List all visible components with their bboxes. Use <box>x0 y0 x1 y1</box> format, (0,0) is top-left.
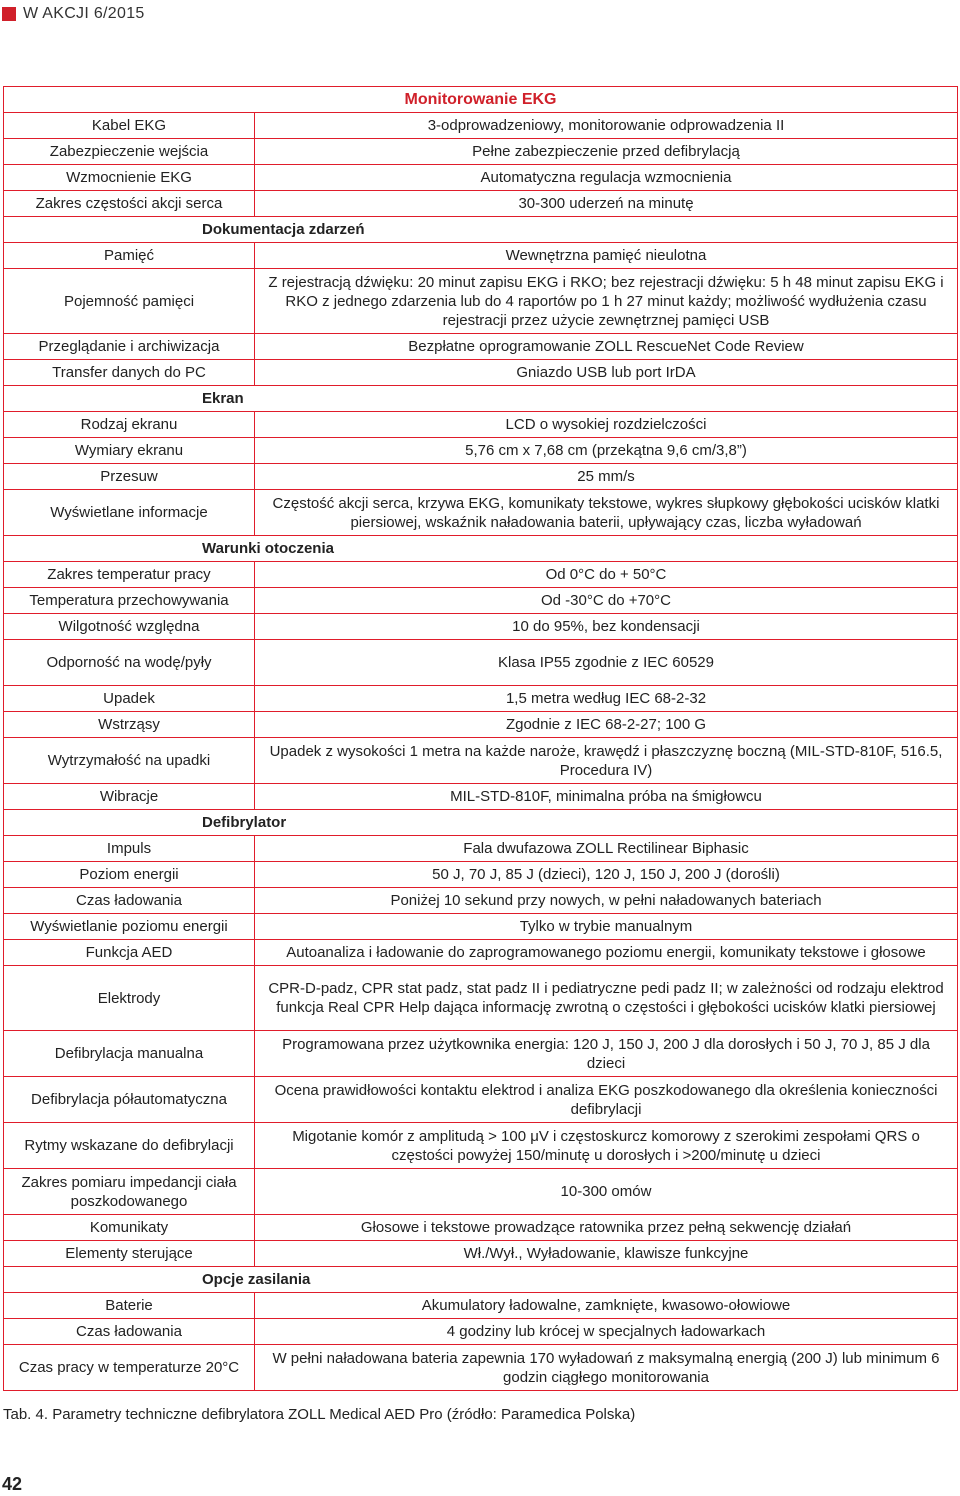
section-header-row <box>4 810 958 836</box>
parameter-name: Wibracje <box>4 784 255 810</box>
parameter-value: W pełni naładowana bateria zapewnia 170 wyładowań z maksymalną energią (200 J) lub minimum 6 godzin ciągłego monitorowania <box>255 1345 958 1391</box>
table-row <box>4 562 958 588</box>
parameter-value: Zgodnie z IEC 68-2-27; 100 G <box>255 712 958 738</box>
table-row <box>4 1241 958 1267</box>
parameter-name: Wyświetlanie poziomu energii <box>4 914 255 940</box>
parameter-name: Zakres częstości akcji serca <box>4 191 255 217</box>
table-row <box>4 438 958 464</box>
table-row <box>4 113 958 139</box>
section-title: Defibrylator <box>4 810 958 836</box>
section-title: Warunki otoczenia <box>4 536 958 562</box>
table-row <box>4 334 958 360</box>
parameter-value: Od -30°C do +70°C <box>255 588 958 614</box>
parameter-name: Elementy sterujące <box>4 1241 255 1267</box>
table-row <box>4 1031 958 1077</box>
parameter-name: Elektrody <box>4 966 255 1031</box>
parameter-value: Wewnętrzna pamięć nieulotna <box>255 243 958 269</box>
parameter-value: Autoanaliza i ładowanie do zaprogramowanego poziomu energii, komunikaty tekstowe i głosowe <box>255 940 958 966</box>
parameter-value: 50 J, 70 J, 85 J (dzieci), 120 J, 150 J, 200 J (dorośli) <box>255 862 958 888</box>
parameter-name: Rytmy wskazane do defibrylacji <box>4 1123 255 1169</box>
table-row <box>4 191 958 217</box>
parameter-value: 3-odprowadzeniowy, monitorowanie odprowadzenia II <box>255 113 958 139</box>
table-row <box>4 464 958 490</box>
parameter-value: Programowana przez użytkownika energia: 120 J, 150 J, 200 J dla dorosłych i 50 J, 70 J, 85 J dla dzieci <box>255 1031 958 1077</box>
parameter-value: Fala dwufazowa ZOLL Rectilinear Biphasic <box>255 836 958 862</box>
parameter-value: Ocena prawidłowości kontaktu elektrod i analiza EKG poszkodowanego dla określenia konieczności defibrylacji <box>255 1077 958 1123</box>
parameter-value: LCD o wysokiej rozdzielczości <box>255 412 958 438</box>
table-row <box>4 243 958 269</box>
parameter-value: 30-300 uderzeń na minutę <box>255 191 958 217</box>
table-row <box>4 269 958 334</box>
parameter-value: Klasa IP55 zgodnie z IEC 60529 <box>255 640 958 686</box>
parameter-name: Pojemność pamięci <box>4 269 255 334</box>
table-row <box>4 1293 958 1319</box>
table-row <box>4 412 958 438</box>
parameter-name: Wilgotność względna <box>4 614 255 640</box>
table-row <box>4 588 958 614</box>
parameter-name: Zabezpieczenie wejścia <box>4 139 255 165</box>
parameter-name: Wstrząsy <box>4 712 255 738</box>
section-title: Dokumentacja zdarzeń <box>4 217 958 243</box>
table-row <box>4 888 958 914</box>
section-header-row <box>4 1267 958 1293</box>
table-row <box>4 360 958 386</box>
parameter-name: Pamięć <box>4 243 255 269</box>
parameter-value: 10 do 95%, bez kondensacji <box>255 614 958 640</box>
page-number: 42 <box>2 1474 23 1494</box>
table-row <box>4 1123 958 1169</box>
parameter-name: Czas pracy w temperaturze 20°C <box>4 1345 255 1391</box>
parameter-name: Rodzaj ekranu <box>4 412 255 438</box>
parameter-value: Akumulatory ładowalne, zamknięte, kwasowo-ołowiowe <box>255 1293 958 1319</box>
table-row <box>4 1077 958 1123</box>
parameter-value: Upadek z wysokości 1 metra na każde naroże, krawędź i płaszczyznę boczną (MIL-STD-810F, 516.5, Procedura IV) <box>255 738 958 784</box>
parameter-value: Gniazdo USB lub port IrDA <box>255 360 958 386</box>
table-row <box>4 712 958 738</box>
table-row <box>4 686 958 712</box>
parameter-name: Zakres pomiaru impedancji ciała poszkodowanego <box>4 1169 255 1215</box>
parameter-name: Odporność na wodę/pyły <box>4 640 255 686</box>
table-row <box>4 139 958 165</box>
parameter-value: 5,76 cm x 7,68 cm (przekątna 9,6 cm/3,8”) <box>255 438 958 464</box>
parameter-name: Wzmocnienie EKG <box>4 165 255 191</box>
parameter-name: Impuls <box>4 836 255 862</box>
page-header <box>2 2 145 26</box>
parameter-name: Funkcja AED <box>4 940 255 966</box>
parameter-value: 10-300 omów <box>255 1169 958 1215</box>
parameter-value: Częstość akcji serca, krzywa EKG, komunikaty tekstowe, wykres słupkowy głębokości ucisków klatki piersiowej, wskaźnik naładowania baterii, upływający czas, liczba wyładowań <box>255 490 958 536</box>
parameter-name: Upadek <box>4 686 255 712</box>
section-title: Monitorowanie EKG <box>4 87 958 113</box>
parameter-value: Z rejestracją dźwięku: 20 minut zapisu EKG i RKO; bez rejestracji dźwięku: 5 h 48 minut zapisu EKG i RKO z jednego zdarzenia lub do 4 raportów po 1 h 27 minut każdy; możliwość wydłużenia czasu rejestracji przez użycie zewnętrznej pamięci USB <box>255 269 958 334</box>
parameter-name: Temperatura przechowywania <box>4 588 255 614</box>
parameter-name: Czas ładowania <box>4 1319 255 1345</box>
parameter-value: Automatyczna regulacja wzmocnienia <box>255 165 958 191</box>
parameter-name: Przeglądanie i archiwizacja <box>4 334 255 360</box>
parameter-name: Kabel EKG <box>4 113 255 139</box>
table-row <box>4 914 958 940</box>
table-row <box>4 738 958 784</box>
table-row <box>4 836 958 862</box>
parameter-value: Wł./Wył., Wyładowanie, klawisze funkcyjne <box>255 1241 958 1267</box>
table-caption: Tab. 4. Parametry techniczne defibrylatora ZOLL Medical AED Pro (źródło: Paramedica Polska) <box>3 1406 636 1423</box>
table-row <box>4 862 958 888</box>
parameter-value: 25 mm/s <box>255 464 958 490</box>
table-row <box>4 490 958 536</box>
header-text: W AKCJI 6/2015 <box>23 5 145 22</box>
parameter-value: 4 godziny lub krócej w specjalnych ładowarkach <box>255 1319 958 1345</box>
parameter-name: Transfer danych do PC <box>4 360 255 386</box>
parameter-value: CPR-D-padz, CPR stat padz, stat padz II i pediatryczne pedi padz II; w zależności od rodzaju elektrod funkcja Real CPR Help dająca informację zwrotną o częstości i głębokości ucisków klatki piersiowej <box>255 966 958 1031</box>
parameter-value: Głosowe i tekstowe prowadzące ratownika przez pełną sekwencję działań <box>255 1215 958 1241</box>
section-title: Ekran <box>4 386 958 412</box>
parameter-name: Wyświetlane informacje <box>4 490 255 536</box>
parameter-value: MIL-STD-810F, minimalna próba na śmigłowcu <box>255 784 958 810</box>
section-header-row <box>4 386 958 412</box>
table-row <box>4 640 958 686</box>
table-row <box>4 165 958 191</box>
parameter-value: Poniżej 10 sekund przy nowych, w pełni naładowanych bateriach <box>255 888 958 914</box>
table-row <box>4 1345 958 1391</box>
parameter-value: 1,5 metra według IEC 68-2-32 <box>255 686 958 712</box>
table-row <box>4 940 958 966</box>
parameter-value: Migotanie komór z amplitudą > 100 μV i częstoskurcz komorowy z szerokimi zespołami QRS o częstości powyżej 150/minutę u dorosłych i >200/minutę u dzieci <box>255 1123 958 1169</box>
table-row <box>4 1319 958 1345</box>
parameter-name: Przesuw <box>4 464 255 490</box>
table-row <box>4 966 958 1031</box>
section-title: Opcje zasilania <box>4 1267 958 1293</box>
parameter-name: Zakres temperatur pracy <box>4 562 255 588</box>
table-row <box>4 1215 958 1241</box>
section-header-row <box>4 87 958 113</box>
parameter-name: Komunikaty <box>4 1215 255 1241</box>
table-row <box>4 784 958 810</box>
parameter-name: Wymiary ekranu <box>4 438 255 464</box>
brand-square-icon <box>2 7 16 21</box>
parameter-name: Defibrylacja półautomatyczna <box>4 1077 255 1123</box>
section-header-row <box>4 217 958 243</box>
parameter-name: Baterie <box>4 1293 255 1319</box>
spec-table <box>3 86 958 1391</box>
table-row <box>4 614 958 640</box>
table-row <box>4 1169 958 1215</box>
parameter-name: Wytrzymałość na upadki <box>4 738 255 784</box>
parameter-value: Pełne zabezpieczenie przed defibrylacją <box>255 139 958 165</box>
parameter-value: Od 0°C do + 50°C <box>255 562 958 588</box>
parameter-value: Tylko w trybie manualnym <box>255 914 958 940</box>
parameter-name: Defibrylacja manualna <box>4 1031 255 1077</box>
parameter-name: Poziom energii <box>4 862 255 888</box>
parameter-name: Czas ładowania <box>4 888 255 914</box>
section-header-row <box>4 536 958 562</box>
parameter-value: Bezpłatne oprogramowanie ZOLL RescueNet Code Review <box>255 334 958 360</box>
